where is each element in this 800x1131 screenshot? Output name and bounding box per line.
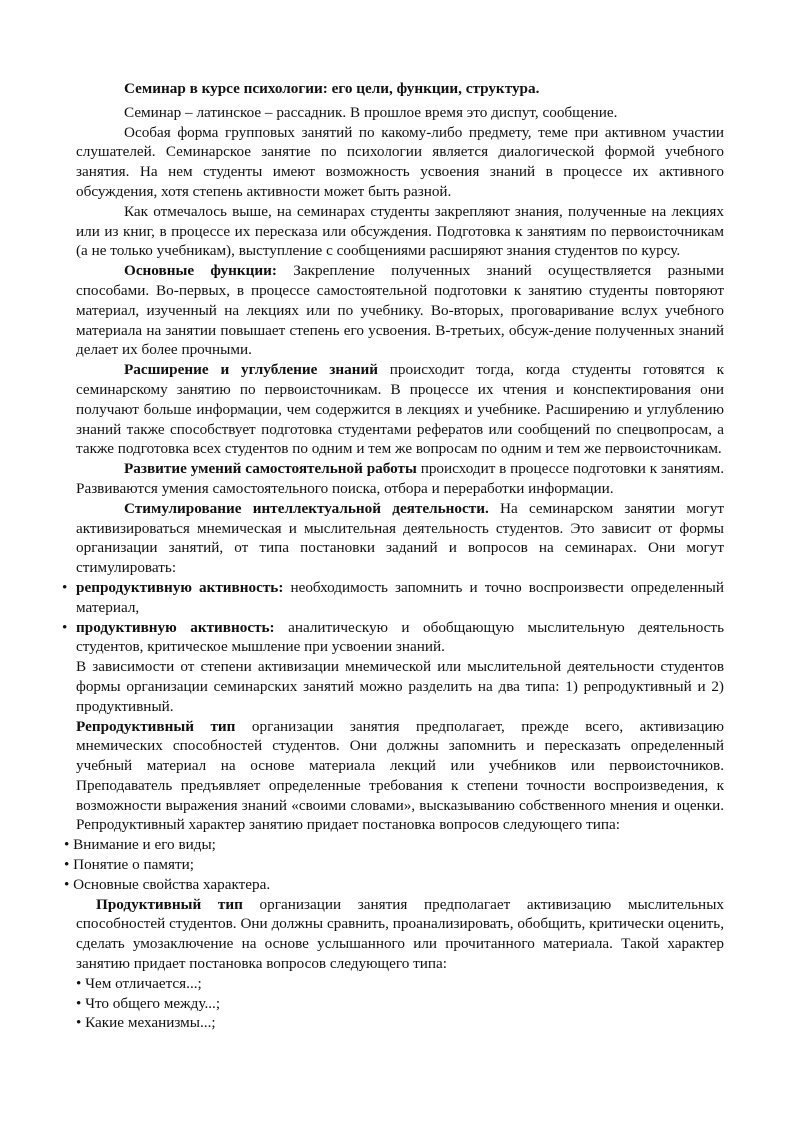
bullet-text: аналитическую и обобщающую мыслительную деятельность студентов, критическое мышление при усвоении знаний.	[76, 618, 724, 656]
paragraph-text: На семинарском занятии могут активизироваться мнемическая и мыслительная деятельность студентов. Это зависит от формы организации занятий, от типа постановки заданий и вопросов на семинарах. Они могут стимулировать:	[76, 499, 724, 577]
paragraph-consolidation: Как отмечалось выше, на семинарах студенты закрепляют знания, полученные на лекциях или из книг, в процессе их пересказа или обсуждения. Подготовка к занятиям по первоисточникам (а не только учебникам), выступление с сообщениями расширяют знания студентов по курсу.	[76, 202, 724, 260]
paragraph-text: организации занятия предполагает активизацию мыслительных способностей студентов. Они должны сравнить, проанализировать, обобщить, критически оценить, сделать умозаключение на основе услышанного или прочитанного материала. Такой характер занятию придает постановка вопросов следующего типа:	[76, 895, 724, 973]
paragraph-text: происходит тогда, когда студенты готовятся к семинарскому занятию по первоисточникам. В процессе их чтения и конспектирования они получают больше информации, чем содержится в лекциях и учебнике. Расширению и углублению знаний также способствует подготовка студентами рефератов или сообщений по спецвопросам, а также подготовка всех студентов по одним и тем же вопросам по одним и тем же первоисточникам.	[76, 361, 724, 458]
question-list-productive	[76, 974, 724, 1033]
paragraph-main-functions	[76, 261, 724, 360]
list-item: • Чем отличается...;	[76, 974, 202, 992]
list-item: • Что общего между...;	[76, 994, 221, 1012]
list-item: • Основные свойства характера.	[64, 875, 271, 893]
bold-lead: продуктивную активность:	[76, 618, 275, 636]
paragraph-productive-type	[76, 895, 724, 974]
bullet-item-productive	[62, 618, 724, 658]
question-list-reproductive	[64, 835, 724, 894]
bullet-text: необходимость запомнить и точно воспроизвести определенный материал,	[76, 578, 724, 616]
paragraph-form: Особая форма групповых занятий по какому-либо предмету, теме при активном участии слушателей. Семинарское занятие по психологии является диалогической формой учебного занятия. На нем студенты имеют возможность усвоения знаний в процессе их активного обсуждения, хотя степень активности может быть разной.	[76, 123, 724, 200]
bullet-item-reproductive	[62, 578, 724, 618]
list-item: • Понятие о памяти;	[64, 856, 194, 874]
list-item: • Внимание и его виды;	[64, 836, 216, 854]
paragraph-text: происходит в процессе подготовки к занятиям. Развиваются умения самостоятельного поиска, отбора и переработки информации.	[76, 460, 724, 497]
bullet-icon: •	[62, 578, 68, 596]
bold-lead: Основные функции:	[124, 262, 277, 280]
bullet-icon: •	[62, 618, 68, 636]
paragraph-reproductive-type	[76, 717, 724, 836]
bold-lead: репродуктивную активность:	[76, 578, 284, 596]
bold-lead: Развитие умений самостоятельной работы	[124, 460, 417, 478]
bold-lead: Продуктивный тип	[96, 895, 243, 913]
paragraph-skills	[76, 459, 724, 499]
bold-lead: Репродуктивный тип	[76, 717, 236, 735]
paragraph-text: Закрепление полученных знаний осуществляется разными способами. Во-первых, в процессе самостоятельной подготовки к занятию студенты повторяют материал, изученный на лекциях или по учебнику. Во-вторых, проговаривание вслух учебного материала на занятии повышает степень его усвоения. В-третьих, обсуж-дение полученных знаний делает их более прочными.	[76, 262, 724, 359]
paragraph-stimulation	[76, 499, 724, 578]
paragraph-text: организации занятия предполагает, прежде всего, активизацию мнемических способностей студентов. Они должны запомнить и пересказать определенный учебный материал на основе материала лекций или учебников или первоисточников. Преподаватель предъявляет определенные требования к степени точности воспроизведения, к возможности выражения знаний «своими словами», высказыванию собственного мнения и оценки. Репродуктивный характер занятию придает постановка вопросов следующего типа:	[76, 717, 724, 834]
bold-lead: Расширение и углубление знаний	[124, 361, 378, 379]
bold-lead: Стимулирование интеллектуальной деятельности.	[124, 499, 489, 517]
document-title: Семинар в курсе психологии: его цели, функции, структура.	[124, 80, 540, 97]
paragraph-expansion	[76, 360, 724, 459]
list-item: • Какие механизмы...;	[76, 1014, 216, 1032]
paragraph-two-types: В зависимости от степени активизации мнемической или мыслительной деятельности студентов формы организации семинарских занятий можно разделить на два типа: 1) репродуктивный и 2) продуктивный.	[76, 658, 724, 715]
paragraph-definition: Семинар – латинское – рассадник. В прошлое время это диспут, сообщение.	[124, 103, 618, 121]
text-column	[62, 79, 724, 1033]
